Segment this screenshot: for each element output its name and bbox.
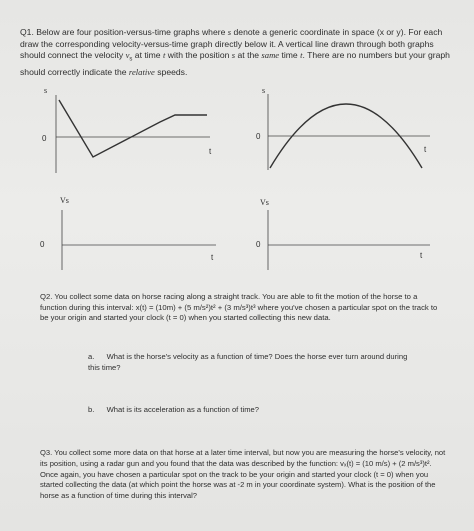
- graph3-t-label: t: [211, 253, 214, 262]
- graph3-zero-label: 0: [40, 240, 45, 249]
- graph2-t-label: t: [424, 145, 427, 154]
- graph3-velocity-plot: [56, 208, 226, 278]
- graph3-vs-label: Vs: [60, 196, 69, 205]
- graph1-position-curve: [59, 100, 207, 157]
- question-2b: [88, 405, 418, 416]
- question-1-text: Q1. Below are four position-versus-time graphs where s denote a generic coordinate in space (x or y). For each draw the corresponding velocity-versus-time graph directly below it. A vertical line drawn through both graphs should connect the velocity $v_s$ at time t with the position s at the same time t. There are no numbers but your graph should correctly indicate the relative speeds.: [20, 27, 450, 77]
- graph4-velocity-plot: [262, 208, 437, 278]
- graph4-zero-label: 0: [256, 240, 261, 249]
- graph2-position-plot: [262, 92, 437, 172]
- graph4-vs-label: Vs: [260, 198, 269, 207]
- question-2a-label: a.: [88, 352, 95, 361]
- question-2a: [88, 352, 418, 373]
- graph1-t-label: t: [209, 147, 212, 156]
- question-2b-label: b.: [88, 405, 95, 414]
- graph2-s-label: s: [262, 86, 266, 95]
- question-2a-text: What is the horse's velocity as a function of time? Does the horse ever turn around during this time?: [88, 352, 408, 372]
- question-2b-text: What is its acceleration as a function of time?: [106, 405, 259, 414]
- graph2-zero-label: 0: [256, 132, 261, 141]
- graph1-s-label: s: [44, 86, 48, 95]
- graph4-t-label: t: [420, 251, 423, 260]
- question-2-text: Q2. You collect some data on horse racing along a straight track. You are able to fit the motion of the horse to a function during this interval: x(t) = (10m) + (5 m/s²)t² + (3 m/s³)t³ where you've chosen a particular spot on the track to be your origin and started your clock (t = 0) when you started collecting this new data.: [40, 292, 438, 323]
- graph1-zero-label: 0: [42, 134, 47, 143]
- graph1-position-plot: [50, 95, 220, 175]
- question-3-text: Q3. You collect some more data on that horse at a later time interval, but now you are measuring the horse's velocity, not its position, using a radar gun and you found that the data was described by the function: vₓ(t) = (10 m/s) + (2 m/s³)t². Once again, you have chosen a particular spot on the track to be your origin and started your clock (t = 0) when you started collecting the data (at which point the horse was at -2 m in your coordinate system). What is the position of the horse as a function of time during this interval?: [40, 448, 446, 501]
